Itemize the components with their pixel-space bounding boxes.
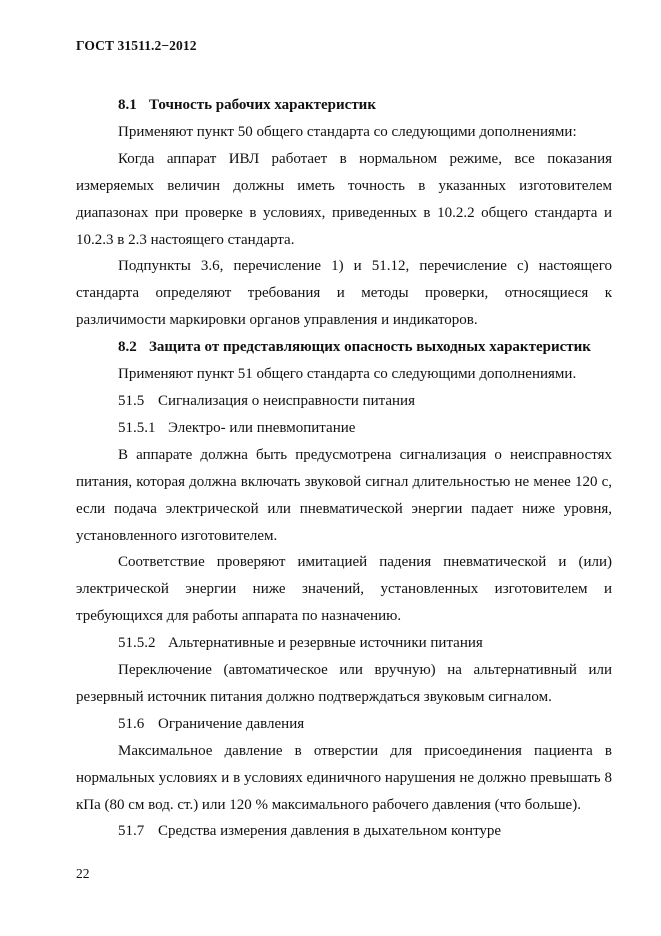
section-number: 8.1 (118, 97, 137, 113)
subsection-title: Альтернативные и резервные источники питания (168, 635, 483, 652)
paragraph: Подпункты 3.6, перечисление 1) и 51.12, перечисление с) настоящего стандарта определяют требования и методы проверки, относящиеся к различимости маркировки органов управления и индикаторов. (76, 258, 612, 329)
subsection-title: Электро- или пневмопитание (168, 419, 356, 436)
paragraph: Применяют пункт 51 общего стандарта со следующими дополнениями. (118, 366, 577, 383)
subsection-title: Средства измерения давления в дыхательном контуре (158, 823, 502, 840)
document-body (76, 92, 612, 845)
subsection-number: 51.5.2 (118, 635, 156, 652)
section-title: Точность рабочих характеристик (149, 97, 376, 113)
subsection-title: Сигнализация о неисправности питания (158, 392, 415, 409)
section-number: 8.2 (118, 339, 137, 356)
document-code-header: ГОСТ 31511.2−2012 (76, 38, 197, 53)
paragraph: В аппарате должна быть предусмотрена сигнализация о неисправностях питания, которая должна включать звуковой сигнал длительностью не менее 120 с, если подача электрической или пневматической энергии падает ниже уровня, установленного изготовителем. (76, 446, 612, 544)
page-number: 22 (76, 866, 90, 881)
subsection-heading-51-7 (76, 818, 612, 845)
paragraph: Соответствие проверяют имитацией падения пневматической и (или) электрической энергии ниже значений, установленных изготовителем и требующихся для работы аппарата по назначению. (76, 554, 612, 625)
subsection-number: 51.6 (118, 715, 145, 732)
subsection-heading-51-5-2 (76, 630, 612, 657)
subsection-heading-51-6 (76, 711, 612, 738)
subsection-number: 51.5.1 (118, 419, 156, 436)
subsection-number: 51.7 (118, 823, 145, 840)
paragraph: Переключение (автоматическое или вручную) на альтернативный или резервный источник питания должно подтверждаться звуковым сигналом. (76, 662, 612, 705)
subsection-heading-51-5-1 (76, 415, 612, 442)
paragraph: Максимальное давление в отверстии для присоединения пациента в нормальных условиях и в условиях единичного нарушения не должно превышать 8 кПа (80 см вод. ст.) или 120 % максимального рабочего давления (что больше). (76, 742, 612, 813)
section-heading-8-2 (76, 334, 612, 361)
paragraph: Когда аппарат ИВЛ работает в нормальном режиме, все показания измеряемых величин должны иметь точность в указанных изготовителем диапазонах при проверке в условиях, приведенных в 10.2.2 общего стандарта и 10.2.3 в 2.3 настоящего стандарта. (76, 150, 612, 248)
subsection-heading-51-5 (76, 388, 612, 415)
subsection-number: 51.5 (118, 392, 145, 409)
section-heading-8-1 (76, 92, 612, 119)
subsection-title: Ограничение давления (158, 715, 305, 732)
paragraph: Применяют пункт 50 общего стандарта со следующими дополнениями: (118, 123, 577, 140)
section-title: Защита от представляющих опасность выходных характеристик (149, 339, 591, 356)
